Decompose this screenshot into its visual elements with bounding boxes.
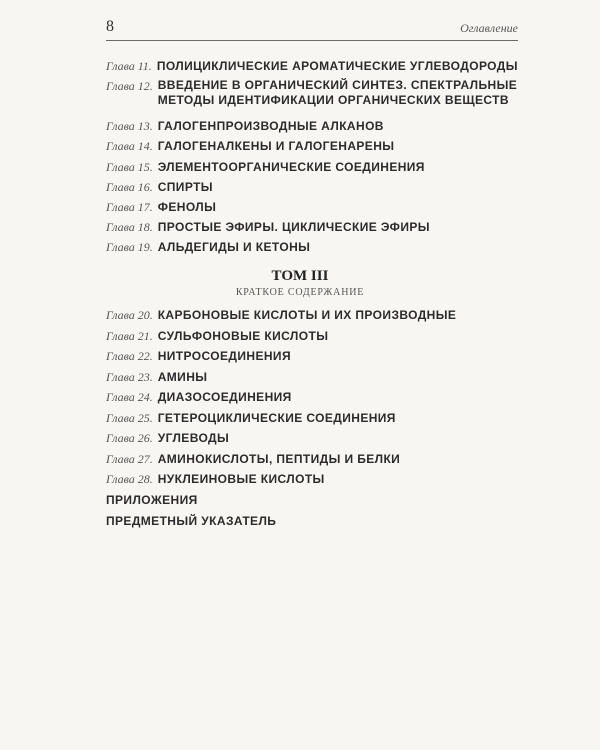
chapter-label: Глава 14. [106,139,153,154]
chapter-title: ГЕТЕРОЦИКЛИЧЕСКИЕ СОЕДИНЕНИЯ [157,410,396,425]
chapter-label: Глава 24. [106,390,153,404]
toc-entry[interactable] [106,348,526,369]
toc-appendix[interactable]: ПРИЛОЖЕНИЯ [106,493,198,507]
chapter-title: ДИАЗОСОЕДИНЕНИЯ [157,390,292,404]
toc-entry[interactable] [106,138,526,158]
chapter-label: Глава 11. [106,59,152,73]
chapter-title: ГАЛОГЕНПРОИЗВОДНЫЕ АЛКАНОВ [157,119,384,134]
chapter-label: Глава 23. [106,369,153,384]
toc-entry[interactable] [106,58,526,78]
chapter-title: ПРОСТЫЕ ЭФИРЫ. ЦИКЛИЧЕСКИЕ ЭФИРЫ [157,220,430,235]
toc-entry[interactable] [106,430,526,451]
chapter-label: Глава 19. [106,240,153,255]
chapter-title: СУЛЬФОНОВЫЕ КИСЛОТЫ [157,328,329,343]
toc-entry[interactable] [106,451,526,472]
chapter-label: Глава 17. [106,199,153,214]
toc-entry[interactable] [106,410,526,431]
page-header [106,18,518,41]
chapter-title: УГЛЕВОДЫ [157,431,230,445]
toc-entry[interactable] [106,118,526,138]
volume2-chapter-list [106,58,526,260]
toc-entry[interactable] [106,328,526,349]
chapter-title: КАРБОНОВЫЕ КИСЛОТЫ И ИХ ПРОИЗВОДНЫЕ [157,308,457,322]
volume3-chapter-list [106,307,526,492]
chapter-title: АЛЬДЕГИДЫ И КЕТОНЫ [157,240,311,255]
chapter-title: ВВЕДЕНИЕ В ОРГАНИЧЕСКИЙ СИНТЕЗ. СПЕКТРАЛЬНЫЕ МЕТОДЫ ИДЕНТИФИКАЦИИ ОРГАНИЧЕСКИХ ВЕЩЕСТВ [157,78,518,108]
running-head: Оглавление [460,21,518,35]
toc-entry[interactable] [106,471,526,492]
page-number: 8 [106,18,114,35]
chapter-title: НУКЛЕИНОВЫЕ КИСЛОТЫ [157,472,325,486]
toc-entry[interactable] [106,307,526,328]
chapter-title: СПИРТЫ [157,179,213,194]
chapter-label: Глава 28. [106,472,153,486]
chapter-label: Глава 15. [106,159,153,174]
chapter-label: Глава 16. [106,179,153,194]
volume-subtitle: КРАТКОЕ СОДЕРЖАНИЕ [235,287,365,298]
toc-entry[interactable] [106,369,526,390]
chapter-title: НИТРОСОЕДИНЕНИЯ [157,349,291,363]
chapter-label: Глава 26. [106,431,153,445]
toc-entry[interactable] [106,179,526,199]
chapter-title: АМИНОКИСЛОТЫ, ПЕПТИДЫ И БЕЛКИ [157,451,401,466]
toc-entry[interactable] [106,78,526,118]
chapter-title: АМИНЫ [157,369,208,384]
volume-title: ТОМ III [271,268,329,284]
chapter-label: Глава 25. [106,410,153,425]
chapter-label: Глава 12. [106,79,153,94]
chapter-title: ГАЛОГЕНАЛКЕНЫ И ГАЛОГЕНАРЕНЫ [157,139,395,154]
toc-entry[interactable] [106,239,526,259]
toc-entry[interactable] [106,219,526,239]
chapter-label: Глава 22. [106,349,153,363]
chapter-label: Глава 20. [106,308,153,322]
chapter-label: Глава 21. [106,328,153,343]
chapter-title: ПОЛИЦИКЛИЧЕСКИЕ АРОМАТИЧЕСКИЕ УГЛЕВОДОРОДЫ [156,59,518,73]
chapter-label: Глава 18. [106,220,153,235]
toc-entry[interactable] [106,159,526,179]
toc-entry[interactable] [106,389,526,410]
chapter-title: ЭЛЕМЕНТООРГАНИЧЕСКИЕ СОЕДИНЕНИЯ [157,159,425,174]
chapter-label: Глава 13. [106,119,153,134]
chapter-label: Глава 27. [106,451,153,466]
toc-subject-index[interactable]: ПРЕДМЕТНЫЙ УКАЗАТЕЛЬ [106,514,277,528]
toc-entry[interactable] [106,199,526,219]
chapter-title: ФЕНОЛЫ [157,199,217,214]
